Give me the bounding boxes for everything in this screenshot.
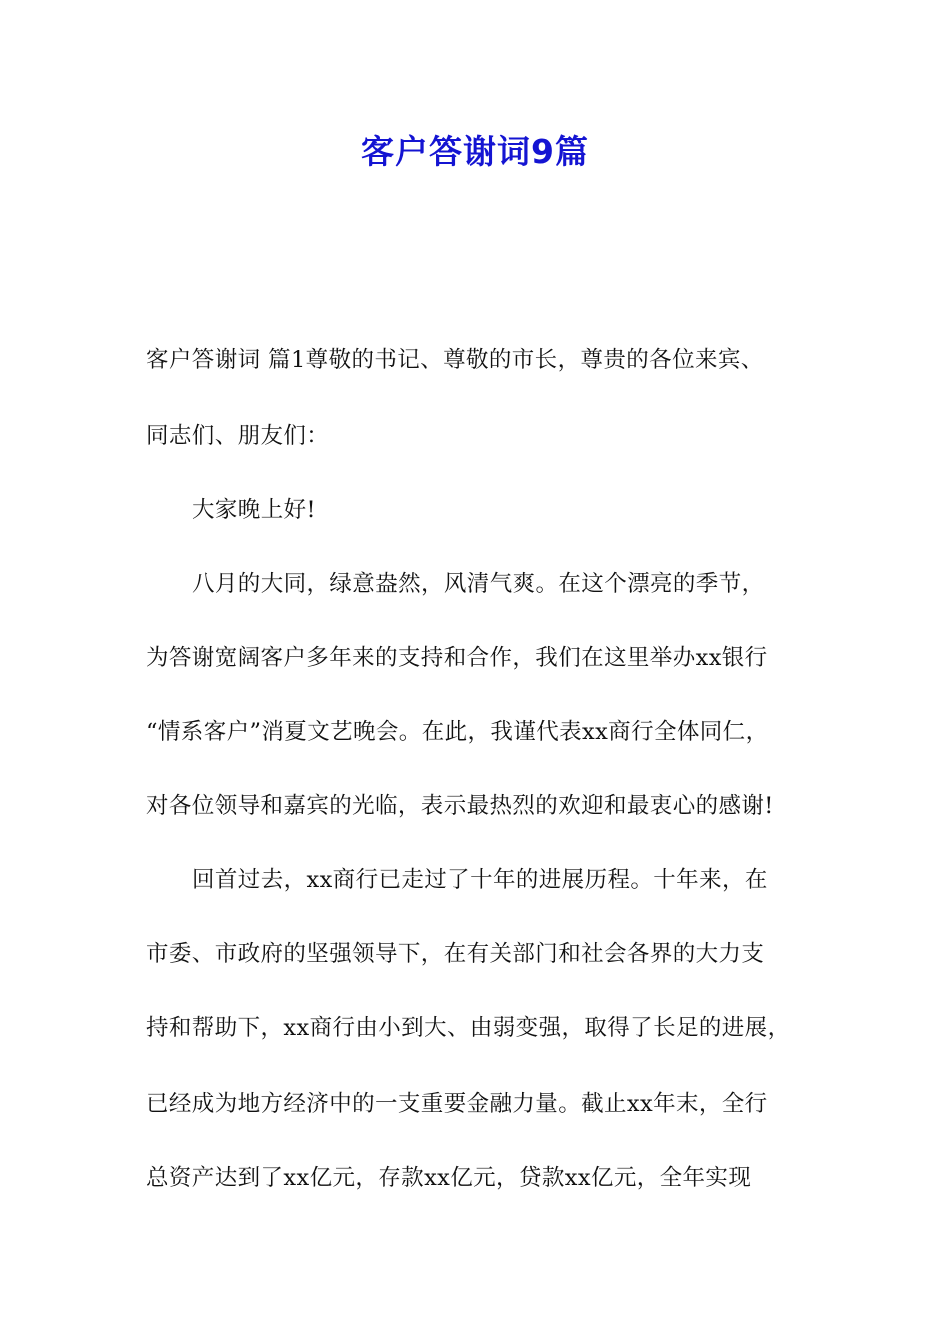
body-line-3: 大家晚上好! [192,497,316,523]
body-line-6: “情系客户”消夏文艺晚会。在此，我谨代表xx商行全体同仁， [146,719,769,745]
body-line-1: 客户答谢词 篇1尊敬的书记、尊敬的市长，尊贵的各位来宾、 [146,347,764,373]
body-line-8: 回首过去，xx商行已走过了十年的进展历程。十年来，在 [192,867,768,893]
body-line-11: 已经成为地方经济中的一支重要金融力量。截止xx年末，全行 [146,1091,768,1117]
body-line-12: 总资产达到了xx亿元，存款xx亿元，贷款xx亿元，全年实现 [146,1165,752,1191]
body-line-10: 持和帮助下，xx商行由小到大、由弱变强，取得了长足的进展， [146,1015,791,1041]
body-line-5: 为答谢宽阔客户多年来的支持和合作，我们在这里举办xx银行 [146,645,768,671]
body-line-7: 对各位领导和嘉宾的光临，表示最热烈的欢迎和最衷心的感谢! [146,793,774,819]
body-line-9: 市委、市政府的坚强领导下，在有关部门和社会各界的大力支 [146,941,765,967]
document-title: 客户答谢词9篇 [361,132,589,171]
body-line-4: 八月的大同，绿意盎然，风清气爽。在这个漂亮的季节， [192,571,765,597]
body-line-2: 同志们、朋友们： [146,423,330,449]
